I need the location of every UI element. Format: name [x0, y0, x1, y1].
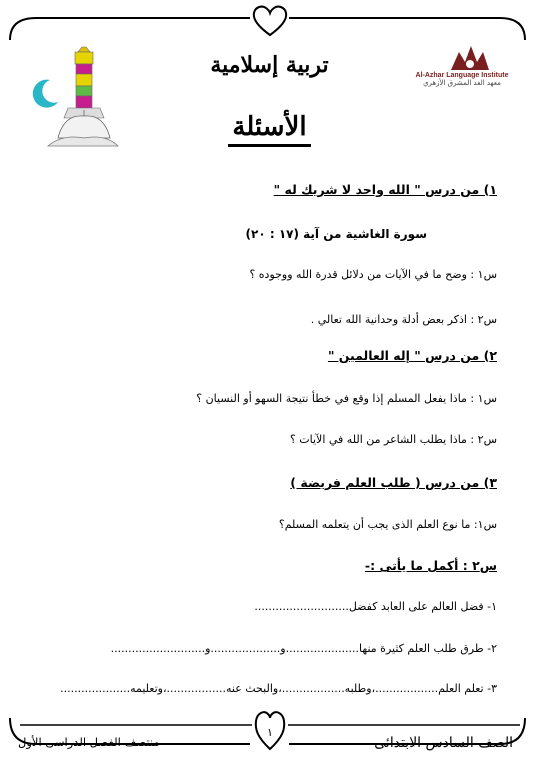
complete-item-1: ١- فضل العالم على العابد كفضل........................... [254, 600, 497, 613]
section-3-title [290, 475, 497, 490]
footer-term: منتصف الفصل الدراسى الأول [18, 735, 160, 749]
complete-title-text: س٢ : أكمل ما يأتى :- [364, 558, 497, 573]
question-2-1: س١ : ماذا يفعل المسلم إذا وقع في خطأ نتيجة السهو أو النسيان ؟ [196, 392, 497, 405]
sura-reference: سورة الغاشية من آية (١٧ : ٢٠) [245, 227, 427, 241]
page-number: ١ [267, 726, 273, 739]
section-1-title [274, 182, 497, 197]
subject-title: تربية إسلامية [210, 52, 329, 78]
complete-title [365, 558, 497, 573]
complete-item-2: ٢- طرق طلب العلم كثيرة منها.....................و....................و........................... [110, 642, 497, 655]
question-1-2: س٢ : اذكر بعض أدلة وحدانية الله تعالي . [310, 313, 497, 326]
logo-arabic-name: معهد الغد المشرق الأزهري [423, 79, 501, 87]
question-2-2: س٢ : ماذا يطلب الشاعر من الله في الآيات ؟ [289, 433, 497, 446]
logo-english-name: Al-Azhar Language Institute [415, 72, 509, 79]
heart-top-icon [251, 4, 289, 38]
question-3-1: س١: ما نوع العلم الذى يجب أن يتعلمه المسلم؟ [278, 518, 497, 531]
section-2-title-text: ٢) من درس " إله العالمين " [327, 348, 497, 363]
questions-heading-text: الأسئلة [228, 112, 310, 147]
section-2-title [328, 348, 497, 363]
question-1-1: س١ : وضح ما في الآيات من دلائل قدرة الله ووجوده ؟ [249, 268, 497, 281]
footer-grade: الصف السادس الابتدائى [374, 735, 513, 751]
section-3-title-text: ٣) من درس ( طلب العلم فريضة ) [290, 475, 497, 490]
section-1-title-text: ١) من درس " الله واحد لا شريك له " [273, 182, 497, 197]
complete-item-3: ٣- تعلم العلم..................،وطلبه..................،والبحث عنه.................،وتعليمه.................... [60, 682, 497, 695]
questions-heading [0, 112, 539, 142]
